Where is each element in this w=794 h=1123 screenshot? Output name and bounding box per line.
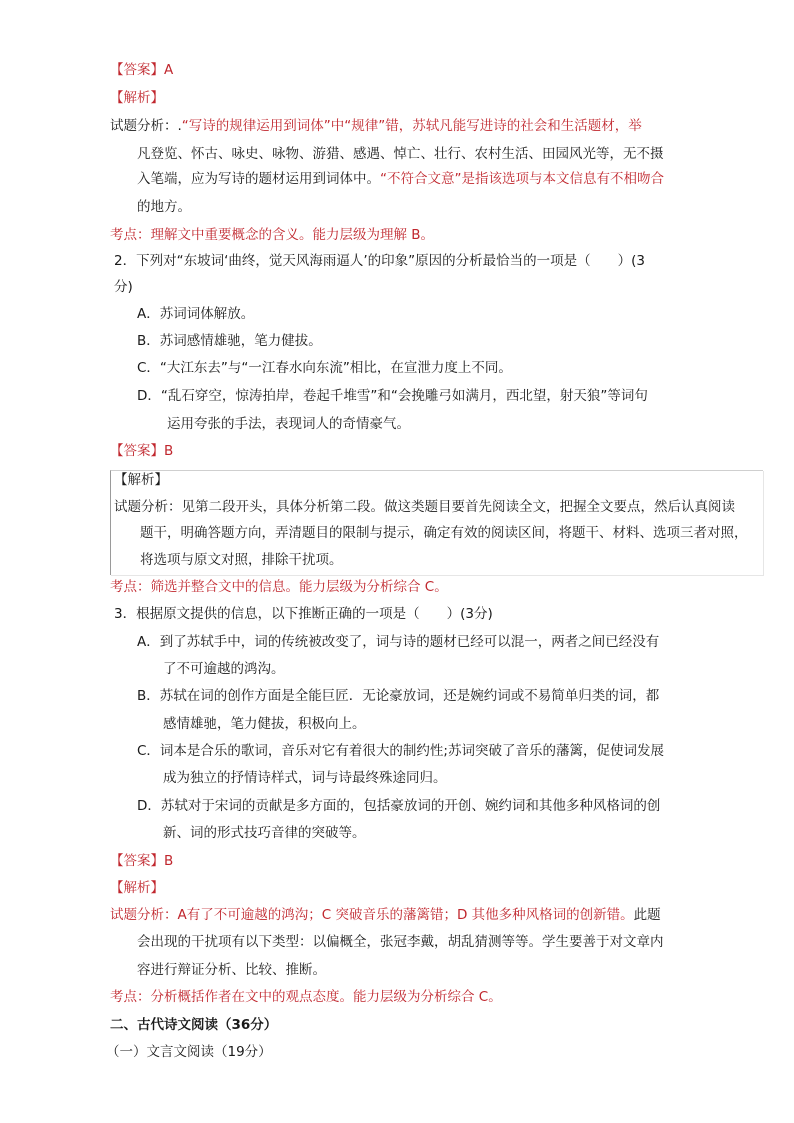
- answer-line: [110, 441, 173, 461]
- option-c: C．词本是合乐的歌词，音乐对它有着很大的制约性;苏词突破了音乐的藩篱，促使词发展: [137, 743, 664, 759]
- option-d-continued: 运用夸张的手法，表现词人的奇情豪气。: [167, 416, 410, 432]
- analysis-label: 【解析】: [110, 90, 164, 106]
- point-text: 筛选并整合文中的信息。能力层级为分析综合 C。: [150, 579, 448, 595]
- analysis-line: 试题分析：见第二段开头，具体分析第二段。做这类题目要首先阅读全文，把握全文要点，然后认真阅读: [114, 499, 735, 515]
- point-label: 考点：: [110, 227, 151, 243]
- analysis-line: 会出现的干扰项有以下类型：以偏概全，张冠李戴，胡乱猜测等等。学生要善于对文章内: [137, 934, 664, 950]
- analysis-line: 将选项与原文对照，排除干扰项。: [140, 552, 343, 568]
- question-stem: 2．下列对“东坡词‘曲终，觉天风海雨逼人’的印象”原因的分析最恰当的一项是（ ）(3: [114, 253, 646, 269]
- option-d-continued: 新、词的形式技巧音律的突破等。: [163, 825, 366, 841]
- question-stem: 3．根据原文提供的信息，以下推断正确的一项是（ ）(3分): [114, 606, 493, 622]
- answer-line: [110, 851, 173, 871]
- option-a: A．到了苏轼手中，词的传统被改变了，词与诗的题材已经可以混一，两者之间已经没有: [137, 634, 660, 650]
- answer-line: [110, 60, 173, 80]
- option-d: D．“乱石穿空，惊涛拍岸，卷起千堆雪”和“会挽雕弓如满月，西北望，射天狼”等词句: [137, 388, 648, 404]
- analysis-line: [110, 116, 642, 136]
- point-label: 考点：: [110, 579, 151, 595]
- point-label: 考点：: [110, 989, 151, 1005]
- answer-label: 【答案】: [110, 443, 164, 459]
- analysis-red-text: “写诗的规律运用到词体”中“规律”错，苏轼凡能写进诗的社会和生活题材，举: [181, 118, 642, 134]
- question-stem: 分): [114, 279, 133, 295]
- answer-value: B: [164, 443, 174, 459]
- point-text: 理解文中重要概念的含义。能力层级为理解 B。: [150, 227, 435, 243]
- analysis-line: 题干，明确答题方向，弄清题目的限制与提示，确定有效的阅读区间，将题干、材料、选项三者对照，: [140, 525, 748, 541]
- analysis-line: [137, 169, 664, 189]
- analysis-prefix: 试题分析：.: [110, 118, 182, 134]
- analysis-prefix: 试题分析：: [110, 907, 178, 923]
- point-line: [110, 225, 434, 245]
- option-a: A．苏词词体解放。: [137, 306, 255, 322]
- analysis-line: 凡登览、怀古、咏史、咏物、游猎、感遇、悼亡、壮行、农村生活、田园风光等，无不摄: [137, 146, 664, 162]
- section-heading: 二、古代诗文阅读（36分）: [110, 1017, 278, 1033]
- analysis-label: 【解析】: [110, 880, 164, 896]
- option-a-continued: 了不可逾越的鸿沟。: [163, 661, 285, 677]
- point-line: [110, 987, 502, 1007]
- analysis-red-text: “不符合文意”是指该选项与本文信息有不相吻合: [380, 171, 664, 187]
- option-b-continued: 感情雄驰，笔力健拔，积极向上。: [163, 716, 366, 732]
- section-subheading: （一）文言文阅读（19分）: [106, 1044, 272, 1060]
- option-c-continued: 成为独立的抒情诗样式，词与诗最终殊途同归。: [163, 770, 447, 786]
- analysis-line: 容进行辩证分析、比较、推断。: [137, 962, 326, 978]
- option-c: C．“大江东去”与“一江春水向东流”相比，在宣泄力度上不同。: [137, 360, 512, 376]
- answer-value: A: [164, 62, 174, 78]
- analysis-text: 入笔端，应为写诗的题材运用到词体中。: [137, 171, 380, 187]
- point-line: [110, 577, 448, 597]
- option-b: B．苏词感情雄驰，笔力健拔。: [137, 333, 322, 349]
- point-text: 分析概括作者在文中的观点态度。能力层级为分析综合 C。: [150, 989, 502, 1005]
- option-d: D．苏轼对于宋词的贡献是多方面的，包括豪放词的开创、婉约词和其他多种风格词的创: [137, 798, 661, 814]
- analysis-line: 的地方。: [137, 199, 191, 215]
- answer-value: B: [164, 853, 174, 869]
- analysis-line: [110, 905, 661, 925]
- answer-label: 【答案】: [110, 62, 164, 78]
- analysis-label: 【解析】: [114, 472, 168, 488]
- option-b: B．苏轼在词的创作方面是全能巨匠．无论豪放词，还是婉约词或不易简单归类的词，都: [137, 688, 660, 704]
- analysis-red-text: A有了不可逾越的鸿沟；C 突破音乐的藩篱错；D 其他多种风格词的创新错。: [177, 907, 634, 923]
- answer-label: 【答案】: [110, 853, 164, 869]
- analysis-text: 此题: [633, 907, 661, 923]
